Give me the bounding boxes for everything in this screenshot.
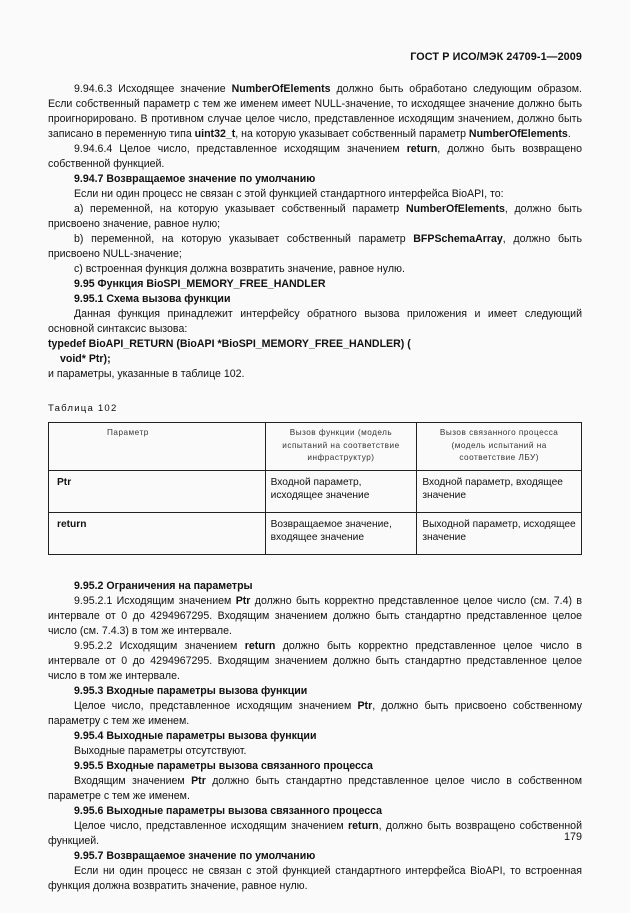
table-header-cell: Вызов связанного процесса (модель испытаний на соответствие ЛБУ) (417, 423, 582, 471)
table-header-row (49, 423, 582, 471)
paragraph: Целое число, представленное исходящим значением return, должно быть возвращено собственной функцией. (48, 819, 582, 847)
code-line: void* Ptr); (60, 353, 111, 365)
paragraph: 9.95.2.2 Исходящим значением return должно быть корректно представленное целое число в интервале от 0 до 4294967295. Входящим значением должно быть стандартно представленное целое число в том же интервале. (48, 639, 583, 682)
page-number: 179 (563, 831, 582, 843)
table-cell: Возвращаемое значение, входящее значение (265, 512, 417, 554)
parameters-table (48, 422, 582, 555)
table-cell: Выходной параметр, исходящее значение (417, 512, 582, 554)
section-heading: 9.95.2 Ограничения на параметры (74, 579, 253, 592)
section-heading: 9.95 Функция BioSPI_MEMORY_FREE_HANDLER (74, 278, 326, 290)
section-heading: 9.95.5 Входные параметры вызова связанного процесса (74, 759, 373, 772)
section-heading: 9.95.6 Выходные параметры вызова связанного процесса (74, 804, 383, 817)
table-row (49, 470, 582, 512)
list-item: a) переменной, на которую указывает собственный параметр NumberOfElements, должно быть присвоено значение, равное нулю; (48, 203, 583, 230)
paragraph: Выходные параметры отсутствуют. (74, 744, 247, 757)
section-heading: 9.95.3 Входные параметры вызова функции (74, 684, 308, 697)
paragraph: 9.95.2.1 Исходящим значением Ptr должно быть корректно представленное целое число (см. 7.4) в интервале от 0 до 4294967295. Входящим значением должно быть стандартно представленное целое число (см. 7.4.3) в том же интервале. (48, 594, 583, 637)
table-cell: Ptr (49, 470, 266, 512)
document-header: ГОСТ Р ИСО/МЭК 24709-1—2009 (410, 51, 582, 63)
table-cell: Входной параметр, входящее значение (417, 470, 582, 512)
paragraph: Данная функция принадлежит интерфейсу обратного вызова приложения и имеет следующий основной синтаксис вызова: (48, 308, 582, 335)
paragraph: Если ни один процесс не связан с этой функцией стандартного интерфейса BioAPI, то встроенная функция должна возвратить значение, равное нулю. (48, 864, 582, 892)
section-heading: 9.95.7 Возвращаемое значение по умолчанию (74, 849, 316, 862)
paragraph: Целое число, представленное исходящим значением Ptr, должно быть присвоено собственному параметру с тем же именем. (48, 699, 582, 727)
table-header-cell: Параметр (49, 423, 266, 471)
paragraph: 9.94.6.4 Целое число, представленное исходящим значением return, должно быть возвращено собственной функцией. (48, 143, 582, 170)
table-cell: Входной параметр, исходящее значение (265, 470, 417, 512)
paragraph: Входящим значением Ptr должно быть стандартно представленное целое число в собственном параметре с тем же именем. (48, 774, 582, 802)
list-item: c) встроенная функция должна возвратить значение, равное нулю. (74, 263, 405, 275)
code-line: typedef BioAPI_RETURN (BioAPI *BioSPI_MEMORY_FREE_HANDLER) ( (48, 338, 411, 350)
page-body (48, 82, 582, 894)
paragraph: Если ни один процесс не связан с этой функцией стандартного интерфейса BioAPI, то: (74, 188, 504, 200)
table-row (49, 512, 582, 554)
paragraph: и параметры, указанные в таблице 102. (48, 368, 245, 380)
table-cell: return (49, 512, 266, 554)
paragraph: 9.94.6.3 Исходящее значение NumberOfElements должно быть обработано следующим образом. Если собственный параметр с тем же именем имеет NULL-значение, то исходящее значение должно быть проигнорировано. В противном случае целое число, представленное исходящим значением, должно быть записано в переменную типа uint32_t, на которую указывает собственный параметр NumberOfElements. (48, 83, 582, 140)
table-header-cell: Вызов функции (модель испытаний на соответствие инфраструктур) (265, 423, 417, 471)
section-heading: 9.95.4 Выходные параметры вызова функции (74, 729, 317, 742)
section-heading: 9.94.7 Возвращаемое значение по умолчанию (74, 173, 316, 185)
list-item: b) переменной, на которую указывает собственный параметр BFPSchemaArray, должно быть присвоено NULL-значение; (48, 233, 583, 260)
section-heading: 9.95.1 Схема вызова функции (74, 293, 231, 305)
table-caption: Таблица 102 (48, 403, 118, 414)
